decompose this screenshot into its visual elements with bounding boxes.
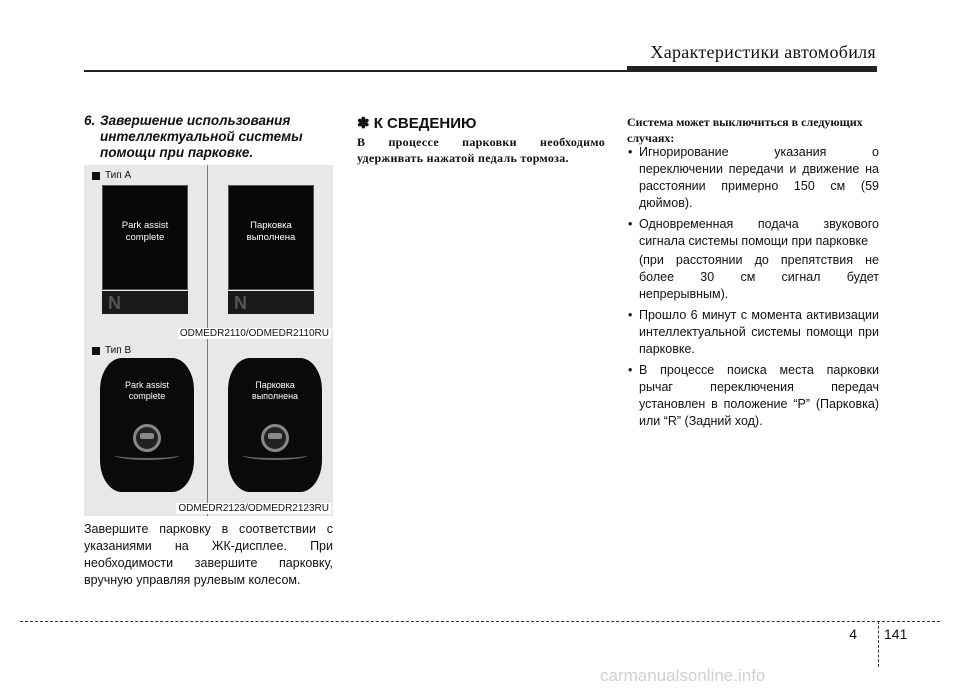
steering-wheel-icon — [133, 424, 161, 452]
gear-indicator: N — [228, 291, 314, 314]
lcd-screen-en: Park assist complete — [102, 185, 188, 290]
conditions-heading: Система может выключиться в следующих случаях: — [627, 115, 863, 145]
header-title: Характеристики автомобиля — [650, 42, 876, 62]
page-number: 141 — [884, 626, 908, 642]
section-title-line1: Завершение использования — [100, 113, 291, 128]
body-paragraph: Завершите парковку в соответствии с указаниями на ЖК-дисплее. При необходимости завершите парковку, вручную управляя рулевым колесом. — [84, 522, 333, 587]
decorative-swoosh — [242, 450, 308, 460]
square-bullet-icon — [92, 172, 100, 180]
lcd-screen-en: Park assist complete — [100, 358, 194, 492]
list-item-sub: (при расстоянии до препятствия не более 30 см сигнал будет непрерывным). — [639, 253, 879, 301]
figure-type-a — [84, 165, 333, 341]
list-item: • Прошло 6 минут с момента активизации интеллектуальной системы помощи при парковке. — [627, 307, 879, 358]
gear-indicator: N — [102, 291, 188, 314]
figure-b-label: Тип В — [92, 345, 131, 356]
watermark: carmanualsonline.info — [600, 666, 766, 685]
note-body: В процессе парковки необходимо удерживать нажатой педаль тормоза. — [357, 135, 605, 165]
note-title: ✽ К СВЕДЕНИЮ — [357, 115, 477, 132]
figure-type-b — [84, 340, 333, 516]
section-title — [84, 113, 334, 161]
conditions-list — [627, 144, 879, 434]
figure-divider — [207, 340, 208, 516]
footer-divider — [878, 621, 879, 667]
section-title-line2: интеллектуальной системы — [100, 129, 303, 144]
figure-divider — [207, 165, 208, 341]
list-item: • В процессе поиска места парковки рычаг переключения передач установлен в положение “P” (Парковка) или “R” (Задний ход). — [627, 362, 879, 430]
list-item: • Одновременная подача звукового сигнала системы помощи при парковке (при расстоянии до препятствия не более 30 см сигнал будет непрерывным). — [627, 216, 879, 303]
lcd-screen-ru: Парковка выполнена — [228, 185, 314, 290]
footer-rule — [20, 621, 940, 622]
section-title-line3: помощи при парковке. — [100, 145, 254, 160]
steering-wheel-icon — [261, 424, 289, 452]
lcd-screen-ru: Парковка выполнена — [228, 358, 322, 492]
figure-code: ODMEDR2123/ODMEDR2123RU — [178, 503, 329, 514]
figure-code: ODMEDR2110/ODMEDR2110RU — [179, 328, 329, 339]
square-bullet-icon — [92, 347, 100, 355]
decorative-swoosh — [114, 450, 180, 460]
figure-a-label: Тип А — [92, 170, 131, 181]
header-rule-accent — [627, 66, 877, 72]
list-item: • Игнорирование указания о переключении передачи и движение на расстоянии примерно 150 см (59 дюймов). — [627, 144, 879, 212]
section-number: 6. — [84, 113, 96, 128]
